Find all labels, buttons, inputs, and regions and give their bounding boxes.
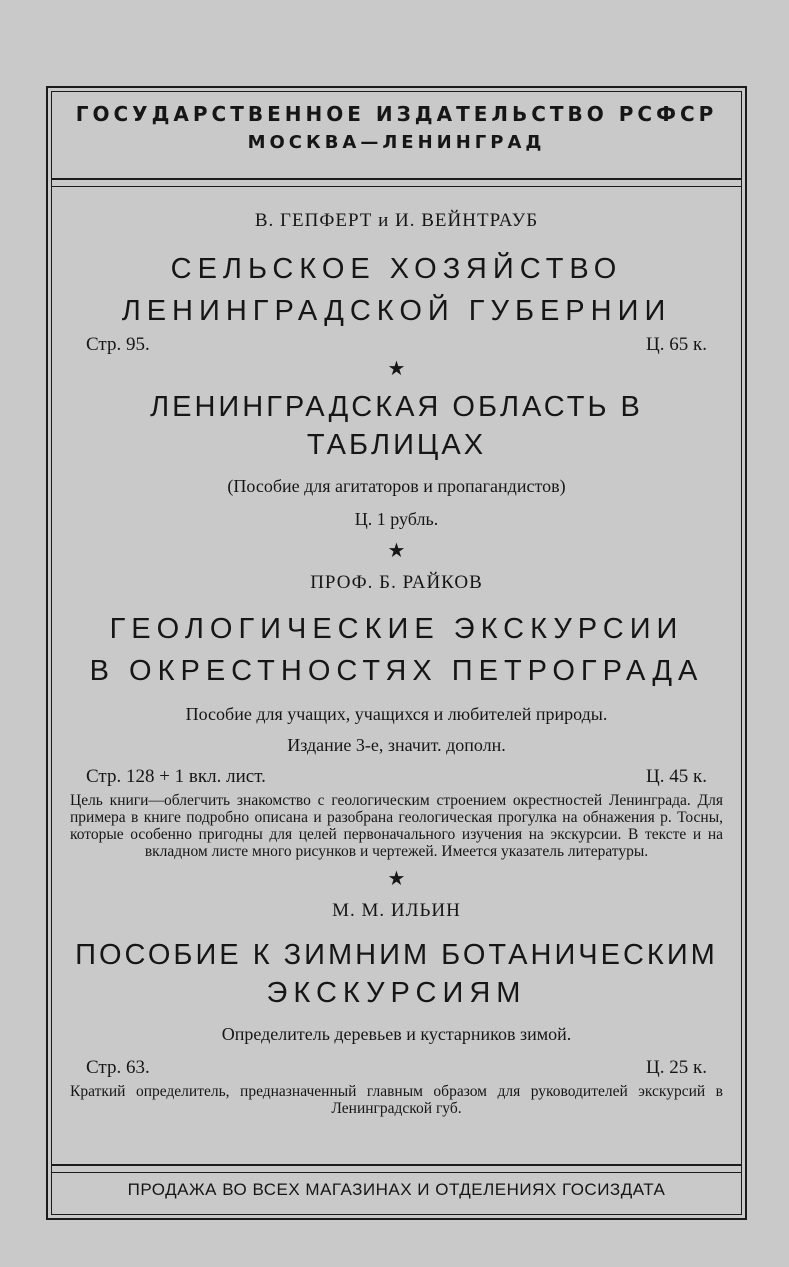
- book-subtitle: Определитель деревьев и кустарников зимой.: [221, 1024, 572, 1044]
- book-title-line: ГЕОЛОГИЧЕСКИЕ ЭКСКУРСИИ: [109, 613, 684, 645]
- book-author: М. М. ИЛЬИН: [332, 900, 461, 921]
- book-title-line: ЛЕНИНГРАДСКАЯ ОБЛАСТЬ В ТАБЛИЦАХ: [150, 391, 643, 461]
- book-description: Краткий определитель, предназначенный главным образом для руководителей экскурсий в Ленинградской губ.: [70, 1083, 723, 1117]
- star-separator: ★: [387, 358, 406, 380]
- book-subtitle: (Пособие для агитаторов и пропагандистов): [227, 476, 566, 496]
- book-price: Ц. 1 рубль.: [354, 509, 439, 529]
- book-list: [68, 198, 725, 1117]
- footer-divider: [52, 1164, 741, 1173]
- header-divider: [52, 178, 741, 187]
- book-title-line: ЭКСКУРСИЯМ: [266, 977, 527, 1009]
- book-price: Ц. 65 к.: [646, 334, 707, 355]
- book-entry: [68, 572, 725, 860]
- book-price: Ц. 45 к.: [646, 766, 707, 787]
- book-pages: Стр. 128 + 1 вкл. лист.: [86, 766, 266, 787]
- star-separator: ★: [387, 868, 406, 890]
- star-separator: ★: [387, 540, 406, 562]
- book-price: Ц. 25 к.: [646, 1057, 707, 1078]
- book-edition: Издание 3-е, значит. дополн.: [287, 735, 506, 755]
- book-pages: Стр. 63.: [86, 1057, 150, 1078]
- book-author: В. ГЕПФЕРТ и И. ВЕЙНТРАУБ: [254, 210, 539, 231]
- book-entry: [68, 388, 725, 530]
- publisher-header: [48, 102, 745, 153]
- book-meta: [68, 1057, 725, 1079]
- book-author: ПРОФ. Б. РАЙКОВ: [310, 572, 483, 593]
- publisher-cities: МОСКВА—ЛЕНИНГРАД: [247, 132, 546, 153]
- book-meta: [68, 334, 725, 356]
- footer-note: ПРОДАЖА ВО ВСЕХ МАГАЗИНАХ И ОТДЕЛЕНИЯХ ГОСИЗДАТА: [127, 1180, 666, 1199]
- book-subtitle: Пособие для учащих, учащихся и любителей природы.: [185, 704, 608, 724]
- book-entry: [68, 210, 725, 356]
- page-frame: [46, 86, 747, 1220]
- book-title-line: СЕЛЬСКОЕ ХОЗЯЙСТВО: [170, 253, 623, 285]
- book-title-line: ЛЕНИНГРАДСКОЙ ГУБЕРНИИ: [121, 295, 672, 327]
- book-entry: [68, 900, 725, 1117]
- book-title-line: ПОСОБИЕ К ЗИМНИМ БОТАНИЧЕСКИМ: [75, 939, 718, 971]
- publisher-name: ГОСУДАРСТВЕННОЕ ИЗДАТЕЛЬСТВО РСФСР: [75, 102, 718, 126]
- book-meta: [68, 766, 725, 788]
- book-description: Цель книги—облегчить знакомство с геологическим строением окрестностей Ленинграда. Для примера в книге подробно описана и разобрана геологическая прогулка на обнажения р. Тосны, которые особенно пригодны для целей первоначального изучения на экскурсии. В тексте и на вкладном листе много рисунков и чертежей. Имеется указатель литературы.: [70, 792, 723, 860]
- book-pages: Стр. 95.: [86, 334, 150, 355]
- book-title-line: В ОКРЕСТНОСТЯХ ПЕТРОГРАДА: [89, 655, 704, 687]
